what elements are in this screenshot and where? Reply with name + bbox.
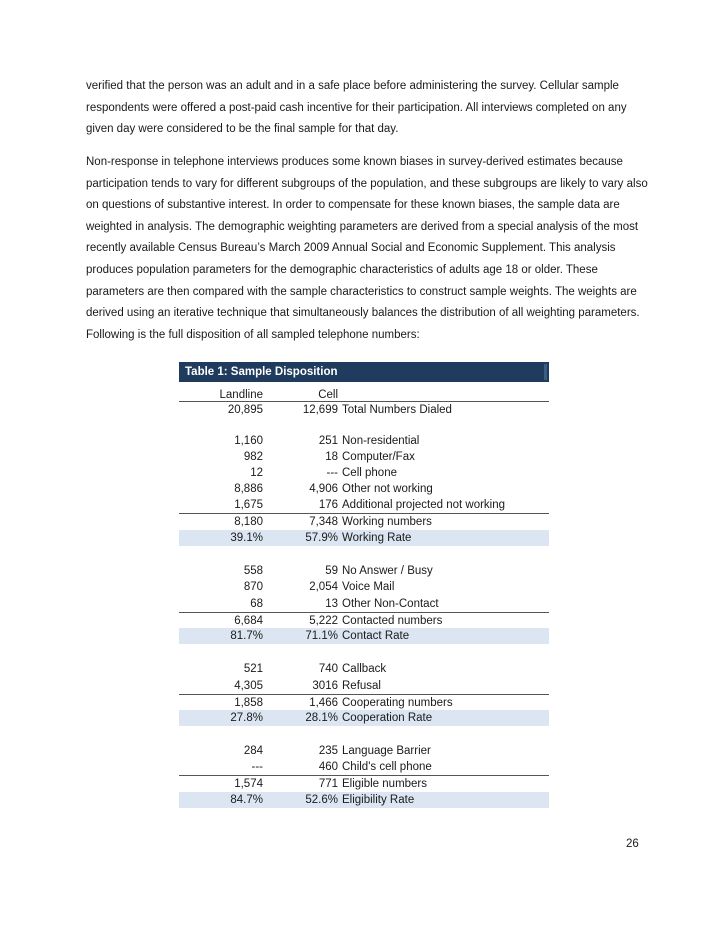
table-row-rate [179,628,549,644]
cell-value: 460 [318,761,338,773]
table-row [179,401,549,418]
landline-value: 12 [250,467,263,479]
cell-value: 176 [318,499,338,511]
row-label: Additional projected not working [342,499,506,511]
table-row [179,579,549,595]
landline-value: 1,858 [234,697,263,709]
row-label: Contact Rate [342,630,410,642]
cell-value: --- [326,467,338,479]
landline-value: --- [251,761,263,773]
column-header-cell: Cell [318,389,338,401]
cell-value: 3016 [312,680,338,692]
landline-value: 81.7% [230,630,263,642]
table-row-rate [179,710,549,726]
landline-value: 982 [243,451,263,463]
landline-value: 6,684 [234,615,263,627]
landline-value: 4,305 [234,680,263,692]
row-label: Language Barrier [342,745,431,757]
paragraph-disposition-intro: Following is the full disposition of all sampled telephone numbers: [86,329,420,341]
table-row-rate [179,530,549,546]
cell-value: 5,222 [309,615,338,627]
cell-value: 13 [325,598,338,610]
landline-value: 84.7% [230,794,263,806]
table-row [179,661,549,677]
table-row [179,775,549,792]
landline-value: 8,886 [234,483,263,495]
column-header-landline: Landline [219,389,263,401]
table-row [179,481,549,497]
table-title [179,362,549,382]
cell-value: 12,699 [302,404,338,416]
cell-value: 28.1% [305,712,338,724]
table-row-rate [179,792,549,808]
cell-value: 2,054 [309,581,338,593]
cell-value: 4,906 [309,483,338,495]
row-label: Other not working [342,483,433,495]
cell-value: 235 [318,745,338,757]
table-row [179,678,549,694]
landline-value: 284 [243,745,263,757]
row-label: Computer/Fax [342,451,415,463]
landline-value: 521 [243,663,263,675]
table-row [179,433,549,449]
table-row [179,694,549,711]
row-label: Contacted numbers [342,615,443,627]
row-label: Working numbers [342,516,432,528]
landline-value: 1,160 [234,435,263,447]
row-label: Callback [342,663,387,675]
table-title-text: Table 1: Sample Disposition [185,366,338,378]
row-label: Cooperating numbers [342,697,453,709]
landline-value: 68 [250,598,263,610]
table-row [179,563,549,579]
row-label: Cell phone [342,467,397,479]
row-label: No Answer / Busy [342,565,433,577]
page-number: 26 [626,838,639,850]
landline-value: 8,180 [234,516,263,528]
row-label: Eligibility Rate [342,794,415,806]
table-row [179,449,549,465]
landline-value: 558 [243,565,263,577]
row-label: Refusal [342,680,381,692]
paragraph-weighting: Non-response in telephone interviews produces some known biases in survey-derived estimates because participation tends to vary for different subgroups of the population, and these subgroups are likely to vary also on questions of substantive interest. In order to compensate for these known biases, the sample data are weighted in analysis. The demographic weighting parameters are derived from a special analysis of the most recently available Census Bureau’s March 2009 Annual Social and Economic Supplement. This analysis produces population parameters for the demographic characteristics of adults age 18 or older. These parameters are then compared with the sample characteristics to construct sample weights. The weights are derived using an iterative technique that simultaneously balances the distribution of all weighting parameters. [86,156,648,320]
cell-value: 52.6% [305,794,338,806]
cell-value: 71.1% [305,630,338,642]
landline-value: 870 [243,581,263,593]
row-label: Voice Mail [342,581,395,593]
table-row [179,513,549,530]
table-row [179,596,549,612]
row-label: Total Numbers Dialed [342,404,452,416]
cell-value: 771 [318,778,338,790]
cell-value: 57.9% [305,532,338,544]
row-label: Child's cell phone [342,761,432,773]
table-row [179,497,549,513]
row-label: Working Rate [342,532,412,544]
cell-value: 7,348 [309,516,338,528]
table-row [179,612,549,629]
landline-value: 1,675 [234,499,263,511]
landline-value: 20,895 [227,404,263,416]
table-title-edge [544,364,547,380]
row-label: Other Non-Contact [342,598,439,610]
row-label: Eligible numbers [342,778,428,790]
cell-value: 1,466 [309,697,338,709]
cell-value: 251 [318,435,338,447]
table-row [179,759,549,775]
table-row [179,465,549,481]
paragraph-verification: verified that the person was an adult and in a safe place before administering the survey. Cellular sample respondents were offered a post-paid cash incentive for their participation. All interviews completed on any given day were considered to be the final sample for that day. [86,80,627,136]
landline-value: 1,574 [234,778,263,790]
landline-value: 39.1% [230,532,263,544]
cell-value: 18 [325,451,338,463]
table-row [179,743,549,759]
row-label: Non-residential [342,435,420,447]
cell-value: 59 [325,565,338,577]
landline-value: 27.8% [230,712,263,724]
cell-value: 740 [318,663,338,675]
row-label: Cooperation Rate [342,712,433,724]
